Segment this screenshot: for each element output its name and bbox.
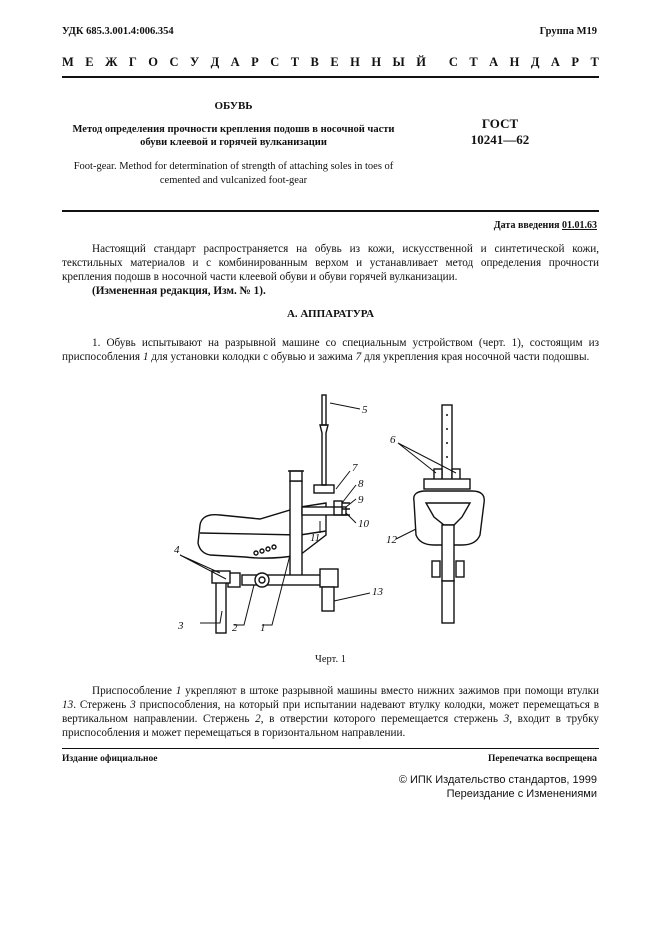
- heading-letter: Н: [371, 55, 382, 69]
- document-title: ОБУВЬ: [214, 100, 253, 112]
- interstate-standard-heading: [62, 55, 599, 70]
- copyright-text: © ИПК Издательство стандартов, 1999: [398, 774, 597, 786]
- introduction-date-value: 01.01.63: [562, 220, 597, 231]
- footer-rule: [62, 748, 599, 749]
- heading-letter: Е: [85, 55, 94, 69]
- heading-letter: О: [148, 55, 159, 69]
- figure-label-12: 12: [386, 534, 397, 546]
- figure-label-2: 2: [232, 622, 238, 634]
- figure-label-5: 5: [362, 404, 368, 416]
- heading-letter: С: [448, 55, 458, 69]
- reissue-text: Переиздание с Изменениями: [446, 788, 597, 800]
- figure-label-3: 3: [178, 620, 184, 632]
- heading-letter: Ж: [105, 55, 118, 69]
- figure-label-8: 8: [358, 478, 364, 490]
- heading-letter: Г: [128, 55, 137, 69]
- section-title: А. АППАРАТУРА: [286, 308, 375, 320]
- gost-designation: [450, 116, 550, 148]
- copyright-block: [399, 773, 597, 801]
- heading-letter: В: [310, 55, 319, 69]
- gost-label: ГОСТ: [481, 116, 519, 131]
- heading-letter: Д: [210, 55, 220, 69]
- figure-label-4: 4: [174, 544, 180, 556]
- figure-1-apparatus-drawing: [150, 385, 510, 645]
- official-edition-note: Издание официальное: [62, 754, 158, 764]
- heading-letter: Т: [290, 55, 300, 69]
- heading-letter: Т: [590, 55, 599, 69]
- figure-label-1: 1: [260, 622, 266, 634]
- figure-label-9: 9: [358, 494, 364, 506]
- introduction-date-label: Дата введения: [493, 220, 560, 231]
- heading-letter: Е: [330, 55, 339, 69]
- heading-letter: Р: [571, 55, 580, 69]
- heading-letter: А: [489, 55, 499, 69]
- intro-paragraph: Настоящий стандарт распространяется на обувь из кожи, искусственной и синтетической кожи, текстильных материалов и с комбинированным верхом и устанавливает метод определения прочности крепления подошв в носочной части клеевой обуви и обуви горячей вулканизации.: [62, 243, 599, 283]
- heading-letter: Ы: [392, 55, 405, 69]
- heading-letter: С: [270, 55, 280, 69]
- amendment-note: (Измененная редакция, Изм. № 1).: [92, 285, 266, 297]
- group-code: Группа М19: [539, 26, 597, 37]
- heading-letter: Н: [350, 55, 360, 69]
- heading-letter: Д: [530, 55, 540, 69]
- figure-label-7: 7: [352, 462, 358, 474]
- reprint-prohibited-note: Перепечатка воспрещена: [487, 754, 597, 764]
- heading-letter: А: [230, 55, 240, 69]
- title-rule: [62, 210, 599, 212]
- heading-letter: М: [62, 55, 74, 69]
- heading-letter: А: [550, 55, 560, 69]
- heading-letter: Н: [509, 55, 520, 69]
- introduction-date: [494, 220, 597, 231]
- heading-letter: Т: [469, 55, 478, 69]
- heading-letter: Й: [416, 55, 426, 69]
- figure-label-6: 6: [390, 434, 396, 446]
- document-subtitle-en: Foot-gear. Method for determination of strength of attaching soles in toes of cemented and vulcanized foot-gear: [73, 161, 394, 186]
- figure-label-13: 13: [372, 586, 383, 598]
- paragraph-2: Приспособление 1 укрепляют в штоке разрывной машины вместо нижних зажимов при помощи втулки 13. Стержень 3 приспособления, на который при испытании надевают втулку колодки, может перемещаться в вертикальном направлении. Стержень 2, в отверстии которого перемещается стержень 3, входит в трубку приспособления и может перемещаться в горизонтальном направлении.: [62, 685, 599, 739]
- paragraph-1: 1. Обувь испытывают на разрывной машине со специальным устройством (черт. 1), состоящим из приспособления 1 для установки колодки с обувью и зажима 7 для укрепления края носочной части подошвы.: [62, 337, 599, 363]
- gost-number: 10241—62: [470, 132, 530, 147]
- udk-code: УДК 685.3.001.4:006.354: [62, 26, 174, 37]
- heading-letter: У: [189, 55, 200, 69]
- figure-caption: Черт. 1: [315, 654, 346, 665]
- heading-letter: С: [169, 55, 179, 69]
- figure-label-11: 11: [310, 532, 321, 544]
- document-subtitle-ru: Метод определения прочности крепления подошв в носочной части обуви клеевой и горячей вулканизации: [72, 124, 395, 148]
- header-rule: [62, 76, 599, 78]
- figure-label-10: 10: [358, 518, 369, 530]
- heading-letter: Р: [251, 55, 259, 69]
